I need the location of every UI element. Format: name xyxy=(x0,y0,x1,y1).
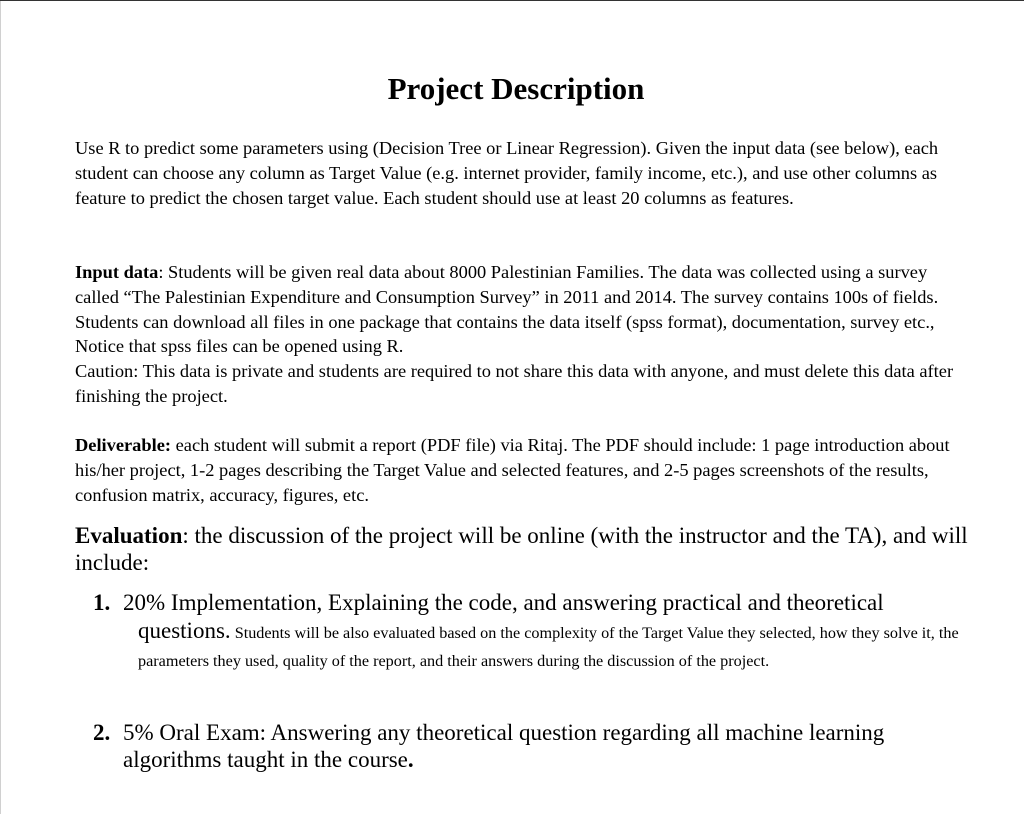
list-number: 1. xyxy=(93,590,111,615)
page-title: Project Description xyxy=(387,71,645,106)
evaluation-item-implementation xyxy=(93,589,983,673)
input-data-text: : Students will be given real data about 8000 Palestinian Families. The data was collected using a survey called “The Palestinian Expenditure and Consumption Survey” in 2011 and 2014. The survey contains 100s of fields. Students can download all files in one package that contains the data itself (spss format), documentation, survey etc., Notice that spss files can be opened using R. xyxy=(75,262,939,357)
list-item-heading: 20% Implementation, Explaining the code, and answering practical and theoretical xyxy=(123,590,884,615)
evaluation-item-oral-exam xyxy=(93,719,983,773)
caution-paragraph: Caution: This data is private and students are required to not share this data with anyone, and must delete this data after finishing the project. xyxy=(75,361,954,406)
deliverable-text: each student will submit a report (PDF file) via Ritaj. The PDF should include: 1 page introduction about his/her project, 1-2 pages describing the Target Value and selected features, and 2-5 pages screenshots of the results, confusion matrix, accuracy, figures, etc. xyxy=(75,435,950,505)
deliverable-label: Deliverable: xyxy=(75,435,172,455)
list-item-heading-end: questions. xyxy=(138,618,231,643)
list-item-end-mark: . xyxy=(407,747,414,772)
evaluation-label: Evaluation xyxy=(75,523,183,548)
input-data-label: Input data xyxy=(75,262,159,282)
list-item-text: 5% Oral Exam: Answering any theoretical question regarding all machine learning algorithms taught in the course xyxy=(123,720,885,772)
list-item-continuation xyxy=(138,617,983,673)
list-item-detail: Students will be also evaluated based on the complexity of the Target Value they selected, how they solve it, the parameters they used, quality of the report, and their answers during the discussion of the project. xyxy=(138,624,959,670)
evaluation-text: : the discussion of the project will be online (with the instructor and the TA), and will include: xyxy=(75,523,968,575)
list-item-body xyxy=(123,589,983,673)
list-item-body xyxy=(123,719,983,773)
input-data-paragraph xyxy=(75,260,975,359)
evaluation-paragraph xyxy=(75,522,975,576)
intro-paragraph: Use R to predict some parameters using (Decision Tree or Linear Regression). Given the input data (see below), each student can choose any column as Target Value (e.g. internet provider, family income, etc.), and use other columns as feature to predict the chosen target value. Each student should use at least 20 columns as features. xyxy=(75,138,939,208)
list-number: 2. xyxy=(93,720,111,745)
deliverable-paragraph xyxy=(75,433,975,507)
